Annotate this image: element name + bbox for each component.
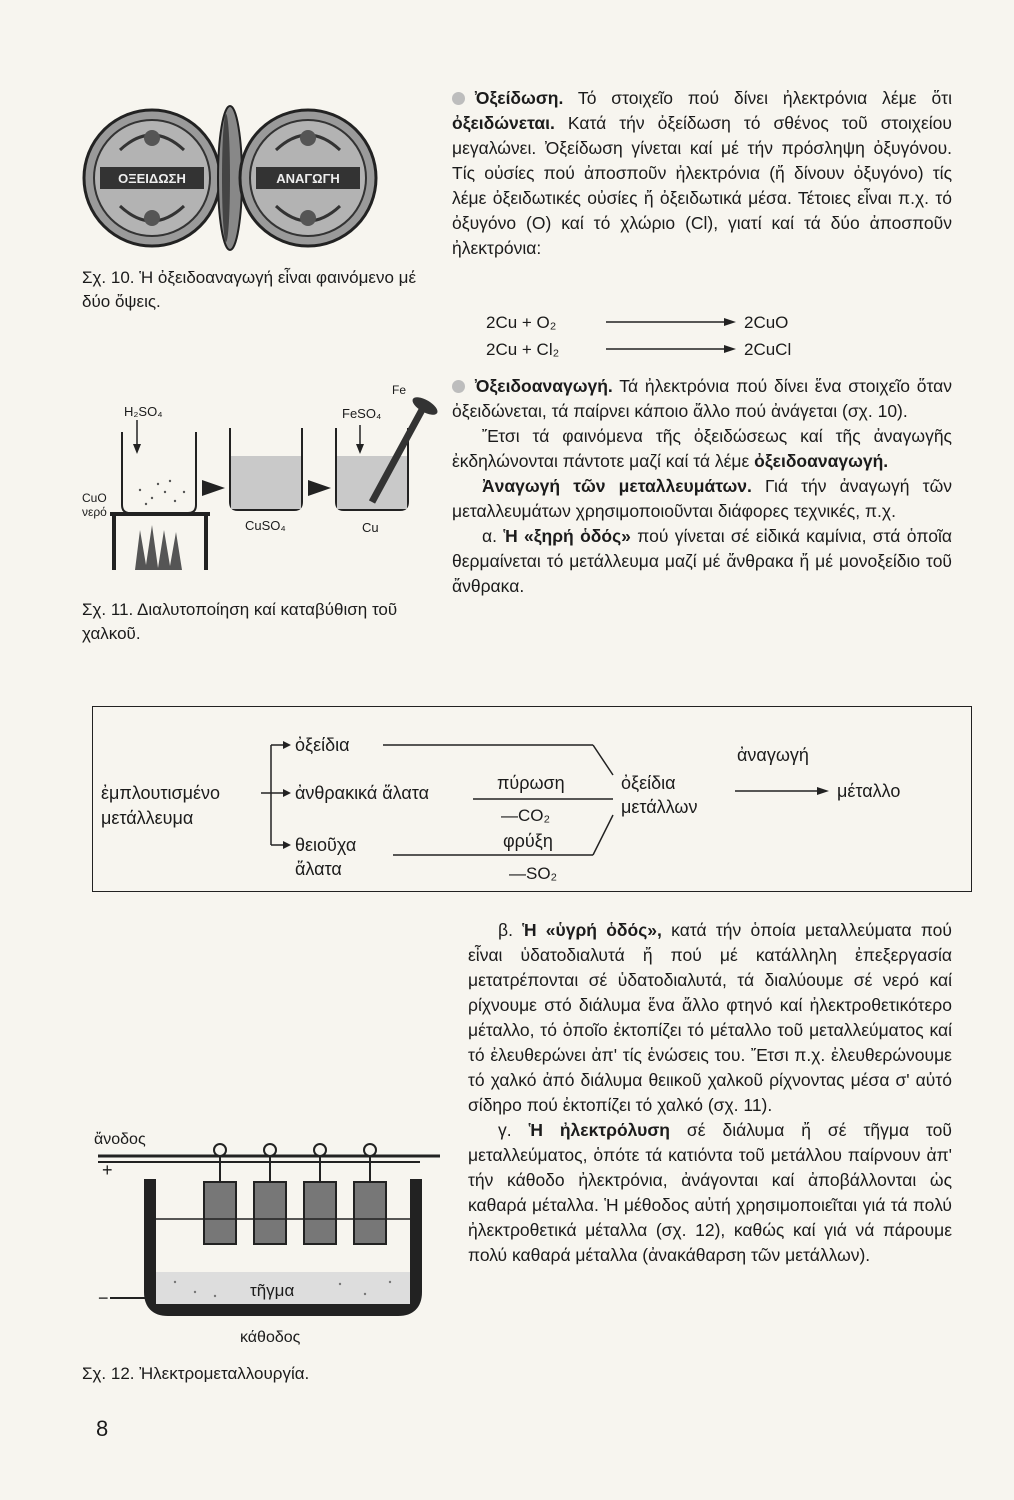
oxidation-paragraph: [452, 86, 952, 261]
flow-source-line1: ἐμπλουτισμένο: [101, 783, 221, 803]
electrolysis-illustration: [80, 1124, 450, 1354]
coin-edge: [218, 106, 242, 250]
page-number: 8: [96, 1416, 109, 1441]
fig11-caption: [82, 598, 427, 646]
fig11-caption-num: Σχ. 11.: [82, 600, 134, 619]
wet-path-paragraph: [468, 918, 952, 1268]
oxidation-term: ὀξειδώνεται.: [452, 113, 555, 133]
label-feso4: FeSO₄: [342, 406, 382, 421]
flow-diagram-svg: [93, 707, 970, 890]
coin-left-text: ΟΞΕΙΔΩΣΗ: [118, 171, 186, 186]
wet-path-prefix: β.: [498, 920, 523, 940]
label-water: νερό: [82, 505, 107, 519]
wet-path-heading: Ἡ «ὑγρή ὁδός»,: [522, 920, 662, 940]
label-cu: Cu: [362, 520, 379, 535]
coin-oxidation: [84, 110, 220, 246]
wet-path-text1: κατά τήν ὁποία μεταλλεύματα πού εἶναι ὑδατοδιαλυτά ἤ πού μέ κατάλληλη ἐπεξεργασία μετατρέπονται σέ ὑδατοδιαλυτά, τά διαλύουμε σέ νερό καί ρίχνουμε στό διάλυμα ἕνα ἄλλο φτηνό καί ἠλεκτροθετικότερο μέταλλο, τό ὁποῖο ἐκτοπίζει τό μέταλλο τοῦ μεταλλεύματος καί τό ἐλευθερώνει ἀπ' τίς ἑνώσεις του.: [468, 920, 952, 1065]
equations-svg: [486, 308, 866, 368]
dry-path-prefix: α.: [482, 526, 504, 546]
coins-illustration: [80, 90, 380, 265]
redox-text2: Ἔτσι τά φαινόμενα τῆς ὀξειδώσεως καί τῆς ἀναγωγῆς ἐκδηλώνονται πάντοτε μαζί καί τά λέμε: [452, 426, 952, 471]
redox-text1: Τά ἠλεκτρόνια πού δίνει ἕνα στοιχεῖο ὅταν ὀξειδώνεται, τά παίρνει κάποιο ἄλλο πού ἀνάγεται (σχ. 10).: [452, 376, 952, 421]
reduction-heading: Ἀναγωγή τῶν μεταλλευμάτων.: [482, 476, 752, 496]
figure-11: [80, 380, 450, 585]
electrolysis-p: [468, 1118, 952, 1268]
flow-arrow-label: ἀναγωγή: [737, 745, 809, 765]
reduction-text: Γιά τήν ἀναγωγή τῶν μεταλλευμάτων χρησιμοποιοῦνται διάφορες τεχνικές, π.χ.: [452, 476, 952, 521]
fig11-caption-text: Διαλυτοποίηση καί καταβύθιση τοῦ χαλκοῦ.: [82, 600, 398, 643]
oxidation-text1: Τό στοιχεῖο πού δίνει ἠλεκτρόνια λέμε ὅτι: [563, 88, 952, 108]
electrolysis-heading: Ἡ ἠλεκτρόλυση: [528, 1120, 670, 1140]
fig12-caption: [82, 1362, 427, 1386]
flow-branch-carbonates: ἀνθρακικά ἅλατα: [295, 783, 430, 803]
equation-2-right: 2CuCl: [744, 340, 792, 359]
flow-diagram: [92, 706, 972, 892]
dry-path-heading: Ἡ «ξηρή ὁδός»: [503, 526, 631, 546]
fig12-caption-num: Σχ. 12.: [82, 1364, 135, 1383]
label-minus: −: [98, 1288, 109, 1308]
dry-path-text: πού γίνεται σέ εἰδικά καμίνια, στά ὁποῖα θερμαίνεται τό μετάλλευμα μαζί μέ ἄνθρακα ἤ μέ μονοξείδιο τοῦ ἄνθρακα.: [452, 526, 952, 596]
flow-source-line2: μετάλλευμα: [101, 808, 194, 828]
redox-p1: [452, 374, 952, 424]
redox-term: ὀξειδοαναγωγή.: [754, 451, 889, 471]
label-fe: Fe: [392, 383, 407, 397]
label-cathode: κάθοδος: [240, 1329, 301, 1346]
fig10-caption-text: Ἡ ὀξειδοαναγωγή εἶναι φαινόμενο μέ δύο ὄψεις.: [82, 268, 417, 311]
label-cuo: CuO: [82, 491, 107, 505]
electrolysis-text: σέ διάλυμα ἤ σέ τῆγμα τοῦ μεταλλεύματος, ὁπότε τά κατιόντα τοῦ μετάλλου παίρνουν ἀπ' τήν κάθοδο ἠλεκτρόνια, ἀνάγονται καί ἀποβάλλονται ὡς καθαρά μέταλλα. Ἡ μέθοδος αὐτή χρησιμοποιεῖται γιά τά πολύ ἠλεκτροθετικά μέταλλα (σχ. 12), καθώς καί γιά νά πάρουμε πολύ καθαρά μέταλλα (ἀνακάθαρση τῶν μετάλλων).: [468, 1120, 952, 1265]
reduction-p: [452, 474, 952, 524]
equation-2-left: 2Cu + Cl₂: [486, 340, 560, 359]
oxidation-text2: Κατά τήν ὀξείδωση τό σθένος τοῦ στοιχείου μεγαλώνει. Ὀξείδωση γίνεται καί μέ τήν πρόσληψη ὀξυγόνου. Τίς οὐσίες πού ἀποσποῦν ἠλεκτρόνια (ἤ δίνουν ὀξυγόνο) τίς λέμε ὀξειδωτικές οὐσίες ἤ ὀξειδωτικά μέσα. Τέτοιες εἶναι π.χ. τό ὀξυγόνο (O) καί τό χλώριο (Cl), γιατί καί τά δύο ἀποσποῦν ἠλεκτρόνια:: [452, 113, 952, 258]
flow-branch-sulfides-line1: θειοῦχα: [295, 835, 357, 855]
wet-path-text2: Ἔτσι π.χ. ἐλευθερώνουμε τό χαλκό ἀπό διάλυμα θειικοῦ χαλκοῦ ρίχνοντας μέσα σ' αὐτό σίδηρο πού ἐκτοπίζει τό χαλκό (σχ. 11).: [468, 1045, 952, 1115]
label-cuso4: CuSO₄: [245, 518, 286, 533]
coin-right-text: ΑΝΑΓΩΓΗ: [276, 171, 340, 186]
coin-reduction: [240, 110, 376, 246]
flame: [135, 525, 182, 570]
flow-result: μέταλλο: [837, 781, 901, 801]
redox-p2: [452, 424, 952, 474]
wet-path-p: [468, 918, 952, 1118]
figure-12: [80, 1124, 450, 1354]
figure-10: [80, 90, 380, 265]
fig10-caption-num: Σχ. 10.: [82, 268, 135, 287]
label-h2so4: H₂SO₄: [124, 404, 163, 419]
redox-heading: Ὀξειδοαναγωγή.: [475, 376, 613, 396]
equation-1-left: 2Cu + O₂: [486, 313, 557, 332]
electrolysis-prefix: γ.: [498, 1120, 529, 1140]
equation-1-right: 2CuO: [744, 313, 789, 332]
oxidation-heading: Ὀξείδωση.: [475, 88, 564, 108]
flow-branch-sulfides-line2: ἅλατα: [295, 859, 342, 879]
fig12-caption-text: Ἠλεκτρομεταλλουργία.: [139, 1364, 310, 1383]
flow-middle-line2: μετάλλων: [621, 797, 698, 817]
anode-plates: [204, 1144, 386, 1244]
flow-step1-bottom: —CO₂: [501, 806, 551, 825]
label-plus: +: [102, 1160, 113, 1180]
label-melt: τῆγμα: [250, 1281, 295, 1300]
flow-step2-bottom: —SO₂: [509, 864, 558, 883]
flow-middle-line1: ὀξείδια: [621, 773, 676, 793]
flow-branch-oxides: ὀξείδια: [295, 735, 350, 755]
dry-path-p: [452, 524, 952, 599]
bullet-icon: [452, 380, 465, 393]
bullet-icon: [452, 92, 465, 105]
fig10-caption: [82, 266, 427, 314]
equations: [486, 308, 866, 373]
flow-step1-top: πύρωση: [497, 773, 565, 793]
dissolution-illustration: [80, 380, 450, 585]
flow-step2-top: φρύξη: [503, 831, 553, 851]
label-anode: ἄνοδος: [94, 1131, 146, 1148]
redox-paragraph: [452, 374, 952, 599]
